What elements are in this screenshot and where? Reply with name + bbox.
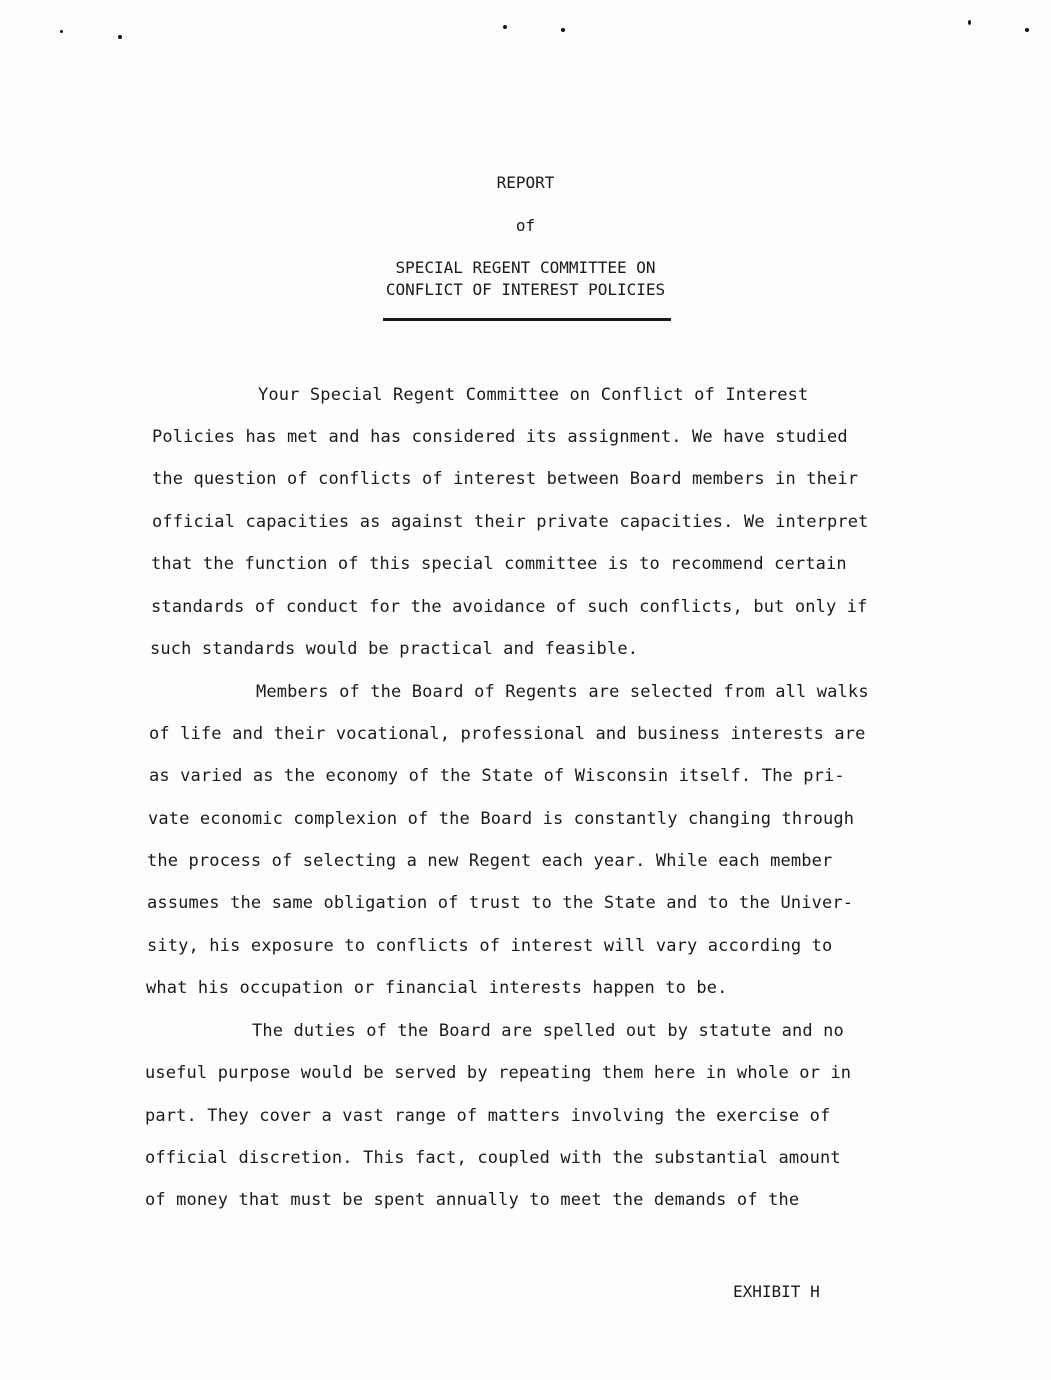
body-line: of money that must be spent annually to meet the demands of the bbox=[145, 1190, 800, 1210]
body-line: official capacities as against their private capacities. We interpret bbox=[152, 512, 869, 532]
exhibit-label: EXHIBIT H bbox=[733, 1282, 820, 1301]
body-line: assumes the same obligation of trust to the State and to the Univer- bbox=[147, 893, 854, 913]
body-line: standards of conduct for the avoidance of such conflicts, but only if bbox=[151, 597, 868, 617]
of-heading: of bbox=[515, 216, 536, 235]
report-heading: REPORT bbox=[496, 173, 555, 192]
body-line: useful purpose would be served by repeating them here in whole or in bbox=[145, 1063, 852, 1083]
body-line: Your Special Regent Committee on Conflict of Interest bbox=[258, 385, 809, 405]
heading-divider bbox=[383, 318, 671, 321]
scan-speck bbox=[503, 25, 507, 29]
body-line: such standards would be practical and feasible. bbox=[150, 639, 639, 659]
body-line: official discretion. This fact, coupled with the substantial amount bbox=[145, 1148, 841, 1168]
scan-speck bbox=[1025, 28, 1029, 32]
scan-speck bbox=[561, 28, 565, 32]
committee-heading-line-2: CONFLICT OF INTEREST POLICIES bbox=[385, 280, 666, 299]
body-line: of life and their vocational, professional and business interests are bbox=[149, 724, 866, 744]
body-line: that the function of this special committee is to recommend certain bbox=[151, 554, 847, 574]
scan-speck bbox=[118, 35, 122, 39]
body-line: vate economic complexion of the Board is constantly changing through bbox=[148, 809, 855, 829]
body-line: Policies has met and has considered its assignment. We have studied bbox=[152, 427, 848, 447]
body-line: as varied as the economy of the State of Wisconsin itself. The pri- bbox=[149, 766, 845, 786]
body-line: sity, his exposure to conflicts of interest will vary according to bbox=[147, 936, 833, 956]
scan-speck bbox=[968, 20, 971, 25]
body-line: the process of selecting a new Regent each year. While each member bbox=[147, 851, 833, 871]
committee-heading-line-1: SPECIAL REGENT COMMITTEE ON bbox=[395, 258, 656, 277]
body-line: what his occupation or financial interests happen to be. bbox=[146, 978, 728, 998]
body-line: part. They cover a vast range of matters involving the exercise of bbox=[145, 1106, 831, 1126]
body-line: the question of conflicts of interest between Board members in their bbox=[152, 469, 859, 489]
scan-speck bbox=[60, 30, 63, 33]
body-line: The duties of the Board are spelled out by statute and no bbox=[252, 1021, 844, 1041]
body-line: Members of the Board of Regents are selected from all walks bbox=[256, 682, 869, 702]
